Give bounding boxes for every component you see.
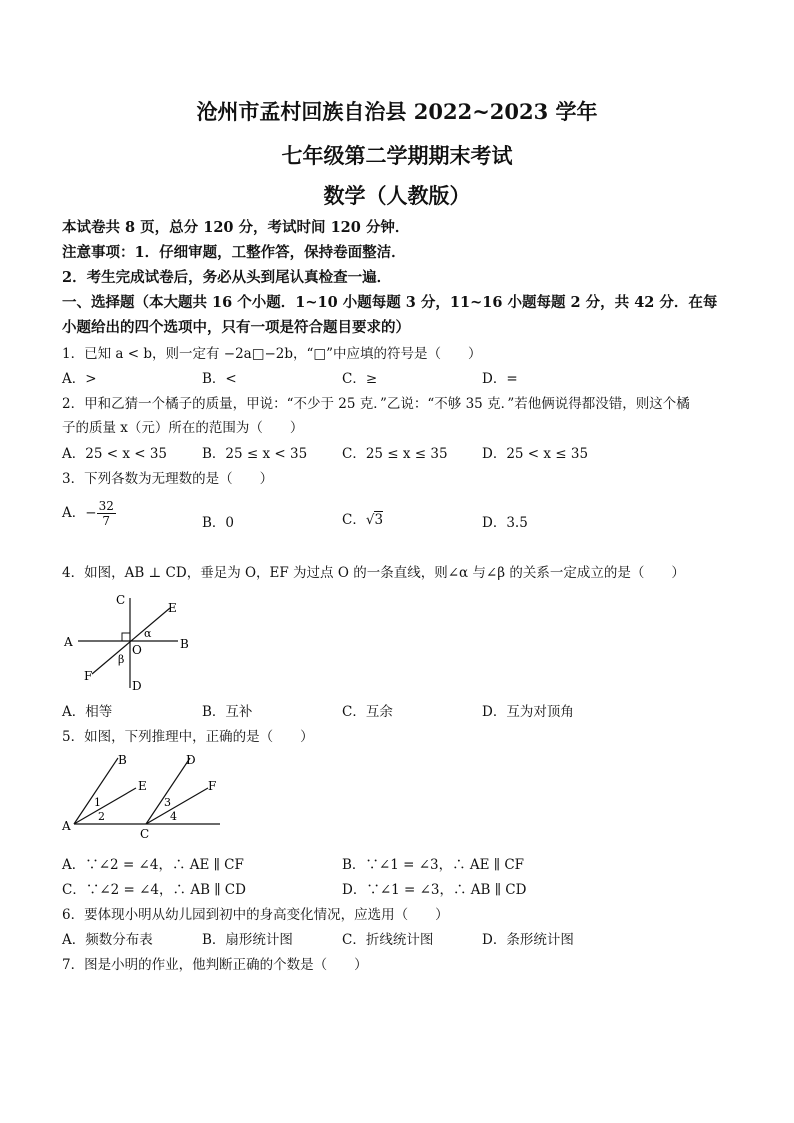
label-a: A: [62, 819, 71, 833]
line-ab: [74, 758, 118, 824]
q3-fraction: [97, 499, 116, 528]
label-angle-3: 3: [164, 796, 171, 809]
q4-option-a: A．相等: [62, 704, 113, 720]
q7-stem: 7．图是小明的作业，他判断正确的个数是（ ）: [62, 957, 368, 973]
exam-title-line2: 七年级第二学期期末考试: [281, 143, 513, 168]
q6-option-b: B．扇形统计图: [202, 932, 293, 948]
q3-option-a: [62, 499, 116, 528]
q4-stem: 4．如图，AB ⊥ CD，垂足为 O，EF 为过点 O 的一条直线，则∠α 与∠β 的关系一定成立的是（ ）: [62, 565, 685, 581]
q6-option-d: D．条形统计图: [482, 932, 574, 948]
q3-fraction-numerator: 32: [98, 499, 114, 513]
q1-option-b: B．<: [202, 371, 237, 387]
label-d: D: [132, 679, 142, 693]
q5-option-d: D．∵∠1 = ∠3，∴ AB ∥ CD: [342, 882, 527, 898]
intro-line1: 本试卷共 8 页，总分 120 分，考试时间 120 分钟．: [62, 219, 410, 236]
line-cf: [146, 788, 208, 824]
intro-line2: 注意事项：1．仔细审题，工整作答，保持卷面整洁．: [62, 244, 406, 261]
section1-heading-line2: 小题给出的四个选项中，只有一项是符合题目要求的）: [62, 319, 410, 336]
section1-heading-line1: 一、选择题（本大题共 16 个小题．1~10 小题每题 3 分，11~16 小题每题 2 分，共 42 分．在每: [62, 294, 718, 311]
label-e: E: [138, 779, 147, 793]
label-f: F: [208, 779, 217, 793]
right-angle-mark: [122, 633, 130, 641]
q1-option-a: A．>: [62, 371, 97, 387]
sqrt-sign: √: [365, 512, 375, 528]
label-a: A: [64, 635, 73, 649]
label-angle-1: 1: [94, 796, 101, 809]
q6-stem: 6．要体现小明从幼儿园到初中的身高变化情况，应选用（ ）: [62, 907, 449, 923]
q3-option-d: D．3.5: [482, 515, 528, 531]
label-c: C: [116, 593, 126, 607]
q2-stem-line2: 子的质量 x（元）所在的范围为（ ）: [62, 420, 304, 436]
label-alpha: α: [144, 627, 152, 640]
q6-option-a: A．频数分布表: [62, 932, 153, 948]
q3-option-c: [342, 508, 383, 528]
q2-option-b: B．25 ≤ x < 35: [202, 446, 308, 462]
q5-stem: 5．如图，下列推理中，正确的是（ ）: [62, 729, 314, 745]
q3-radicand: 3: [374, 512, 384, 528]
q2-option-c: C．25 ≤ x ≤ 35: [342, 446, 448, 462]
exam-title-line1: 沧州市孟村回族自治县 2022~2023 学年: [196, 99, 598, 124]
line-cd: [146, 758, 190, 824]
label-f: F: [84, 669, 93, 683]
q3-option-a-prefix: A．−: [62, 505, 97, 521]
label-c: C: [140, 827, 150, 840]
label-d: D: [186, 753, 196, 767]
label-angle-2: 2: [98, 810, 105, 823]
q4-option-b: B．互补: [202, 704, 253, 720]
q3-stem: 3．下列各数为无理数的是（ ）: [62, 471, 274, 487]
q2-stem-line1: 2．甲和乙猜一个橘子的质量，甲说：“不少于 25 克．”乙说：“不够 35 克．”若他俩说得都没错，则这个橘: [62, 396, 690, 412]
label-b: B: [118, 753, 127, 767]
intro-line3: 2．考生完成试卷后，务必从头到尾认真检查一遍．: [62, 269, 392, 286]
q2-option-d: D．25 < x ≤ 35: [482, 446, 589, 462]
q5-option-b: B．∵∠1 = ∠3，∴ AE ∥ CF: [342, 857, 525, 873]
label-beta: β: [118, 653, 125, 666]
label-o: O: [132, 643, 142, 657]
q3-option-c-prefix: C．: [342, 512, 366, 528]
q5-option-a: A．∵∠2 = ∠4，∴ AE ∥ CF: [62, 857, 244, 873]
q2-option-a: A．25 < x < 35: [62, 446, 168, 462]
q1-stem: 1．已知 a < b，则一定有 −2a□−2b，“□”中应填的符号是（ ）: [62, 346, 482, 362]
q5-figure: [60, 750, 230, 840]
exam-title-line3: 数学（人教版）: [323, 183, 471, 208]
label-angle-4: 4: [170, 810, 177, 823]
q1-option-d: D．=: [482, 371, 518, 387]
label-b: B: [180, 637, 189, 651]
line-ae: [74, 788, 136, 824]
q3-fraction-denominator: 7: [102, 514, 111, 528]
q3-option-b: B．0: [202, 515, 235, 531]
q4-figure: [60, 588, 200, 698]
q1-option-c: C．≥: [342, 371, 378, 387]
q5-option-c: C．∵∠2 = ∠4，∴ AB ∥ CD: [62, 882, 246, 898]
q4-option-c: C．互余: [342, 704, 393, 720]
q4-option-d: D．互为对顶角: [482, 704, 574, 720]
label-e: E: [168, 601, 177, 615]
q6-option-c: C．折线统计图: [342, 932, 434, 948]
